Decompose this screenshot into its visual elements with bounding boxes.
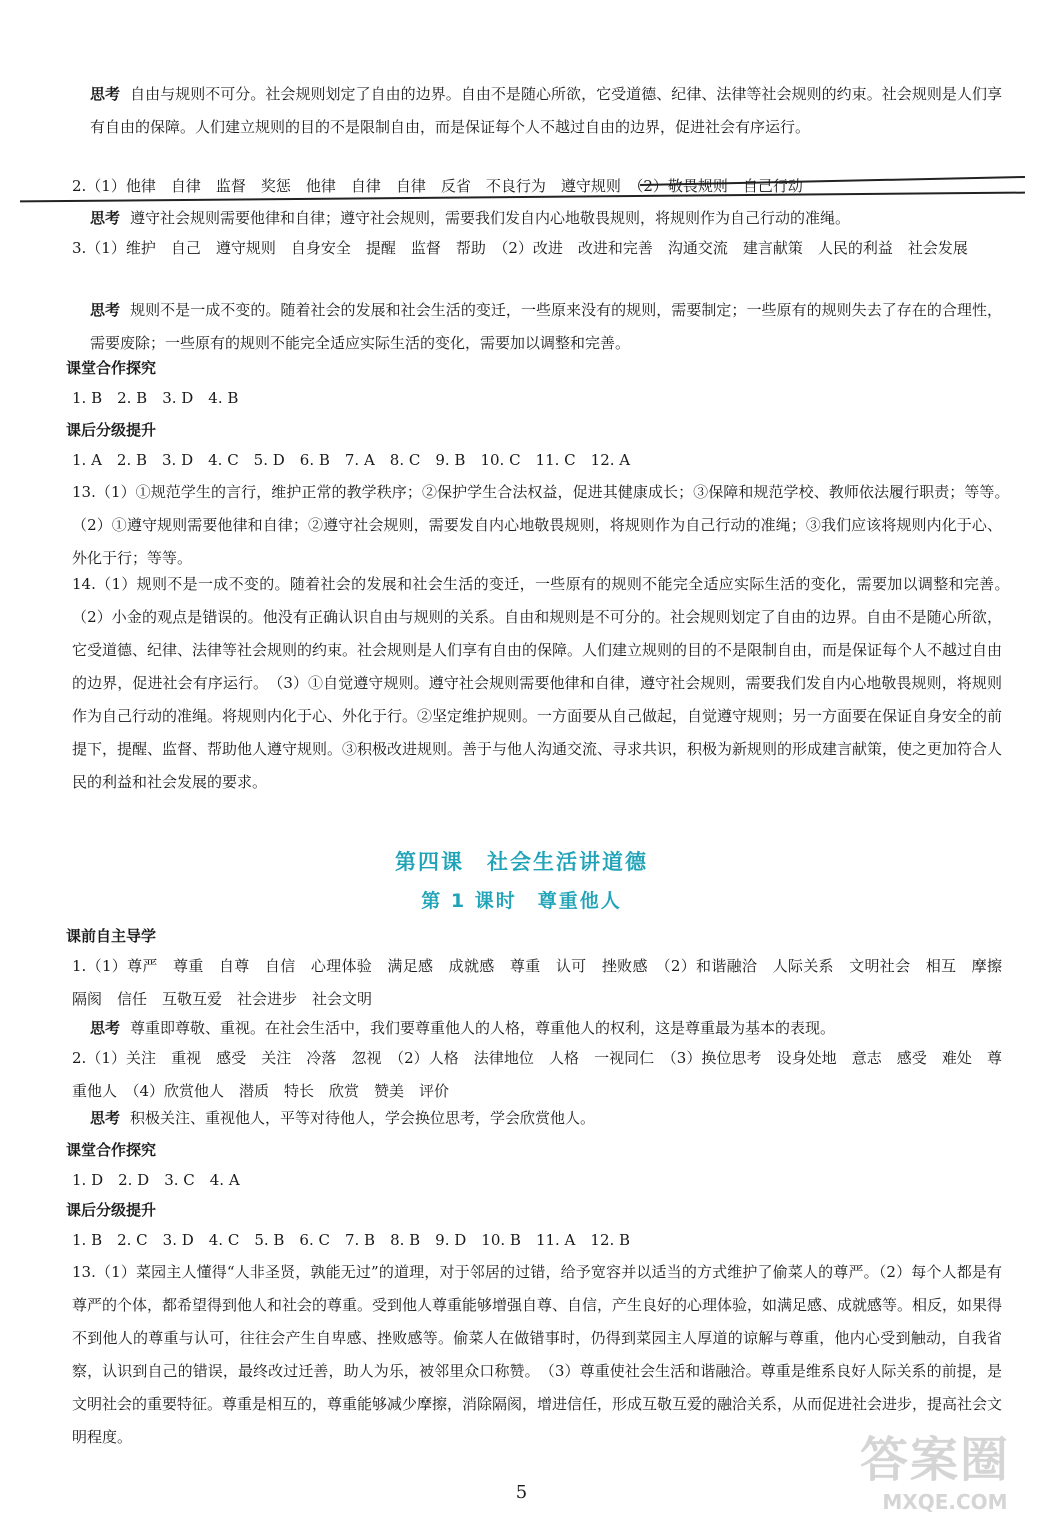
think-label: 思考 [90,1019,121,1037]
think-paragraph [90,1012,1002,1045]
answer-line [72,1224,1002,1257]
section-heading: 课后分级提升 [66,421,157,439]
answer-paragraph [72,568,1018,799]
think-label: 思考 [90,209,121,227]
paragraph-text: 13.（1）菜园主人懂得“人非圣贤，孰能无过”的道理，对于邻居的过错，给予宽容并以适当的方式维护了偷菜人的尊严。（2）每个人都是有尊严的个体，都希望得到他人和社会的尊重。受到他人尊重能够增强自尊、自信，产生良好的心理体验，如满足感、成就感等。相反，如果得不到他人的尊重与认可，往往会产生自卑感、挫败感等。偷菜人在做错事时，仍得到菜园主人厚道的谅解与尊重，他内心受到触动，自我省察，认识到自己的错误，最终改过迁善，助人为乐，被邻里众口称赞。 （3）尊重使社会生活和谐融洽。尊重是维系良好人际关系的前提，是文明社会的重要特征。尊重是相互的，尊重能够减少摩擦，消除隔阂，增进信任，形成互敬互爱的融洽关系，从而促进社会进步，提高社会文明程度。 [72,1263,1003,1446]
section-heading: 课后分级提升 [66,1201,157,1219]
section-heading: 课堂合作探究 [66,359,157,377]
think-label: 思考 [90,1109,121,1127]
watermark-mark: 答案圈 [860,1432,1011,1488]
paragraph-text: 1. B 2. C 3. D 4. C 5. B 6. C 7. B 8. B 9. D 10. B 11. A 12. B [72,1231,631,1249]
paragraph-text: 14.（1）规则不是一成不变的。随着社会的发展和社会生活的变迁，一些原有的规则不能完全适应实际生活的变化，需要加以调整和完善。 （2）小金的观点是错误的。他没有正确认识自由与规则的关系。自由和规则是不可分的。社会规则划定了自由的边界。自由不是随心所欲，它受道德、纪律、法律等社会规则的约束。社会规则是人们享有自由的保障。人们建立规则的目的不是限制自由，而是保证每个人不越过自由的边界，促进社会有序运行。 （3）①自觉遵守规则。遵守社会规则需要他律和自律，遵守社会规则，需要我们发自内心地敬畏规则，将规则作为自己行动的准绳。将规则内化于心、外化于行。②坚定维护规则。一方面要从自己做起，自觉遵守规则；另一方面要在保证自身安全的前提下，提醒、监督、帮助他人遵守规则。③积极改进规则。善于与他人沟通交流、寻求共识，积极为新规则的形成建言献策，使之更加符合人民的利益和社会发展的要求。 [72,575,1018,791]
watermark-url: MXQE.COM [882,1490,1008,1514]
paragraph-text: 遵守社会规则需要他律和自律；遵守社会规则，需要我们发自内心地敬畏规则，将规则作为自己行动的准绳。 [130,209,851,227]
paragraph-text: 尊重即尊敬、重视。在社会生活中，我们要尊重他人的人格，尊重他人的权利，这是尊重最为基本的表现。 [130,1019,836,1037]
lesson-subtitle: 第 1 课时 尊重他人 [421,890,622,912]
section-heading: 课堂合作探究 [66,1141,157,1159]
section-heading: 课前自主导学 [66,927,157,945]
paragraph-text: 13.（1）①规范学生的言行，维护正常的教学秩序；②保护学生合法权益，促进其健康成长；③保障和规范学校、教师依法履行职责；等等。 （2）①遵守规则需要他律和自律；②遵守社会规则，需要发自内心地敬畏规则，将规则作为自己行动的准绳；③我们应该将规则内化于心、外化于行；等等。 [72,483,1018,567]
paragraph-text: 1.（1）尊严 尊重 自尊 自信 心理体验 满足感 成就感 尊重 认可 挫败感 （2）和谐融洽 人际关系 文明社会 相互 摩擦 隔阂 信任 互敬互爱 社会进步 社会文明 [72,957,1018,1008]
answer-line [72,1042,1002,1108]
paragraph-text: 积极关注、重视他人，平等对待他人，学会换位思考，学会欣赏他人。 [130,1109,596,1127]
answer-paragraph [72,476,1018,575]
answer-line [72,382,1002,415]
page-number: 5 [515,1482,528,1503]
lesson-title: 第四课 社会生活讲道德 [395,850,648,874]
paragraph-text: 1. B 2. B 3. D 4. B [72,389,239,407]
think-label: 思考 [90,85,121,103]
paragraph-text: 规则不是一成不变的。随着社会的发展和社会生活的变迁，一些原来没有的规则，需要制定；一些原有的规则失去了存在的合理性，需要废除；一些原有的规则不能完全适应实际生活的变化，需要加以调整和完善。 [90,301,1002,352]
paragraph-text: 1. D 2. D 3. C 4. A [72,1171,240,1189]
paragraph-text: 2.（1）他律 自律 监督 奖惩 他律 自律 自律 反省 不良行为 遵守规则 （2）敬畏规则 自己行动 [72,177,803,195]
watermark-logo [860,1430,1030,1530]
answer-line [72,1164,1002,1197]
paragraph-text: 自由与规则不可分。社会规则划定了自由的边界。自由不是随心所欲，它受道德、纪律、法律等社会规则的约束。社会规则是人们享有自由的保障。人们建立规则的目的不是限制自由，而是保证每个人不越过自由的边界，促进社会有序运行。 [90,85,1002,136]
think-label: 思考 [90,301,121,319]
answer-line [72,170,1002,203]
think-paragraph [90,202,1002,235]
answer-paragraph [72,1256,1002,1454]
answer-line [72,444,1002,477]
think-paragraph [90,294,1002,360]
answer-line [72,950,1018,1016]
paragraph-text: 3.（1）维护 自己 遵守规则 自身安全 提醒 监督 帮助 （2）改进 改进和完善 沟通交流 建言献策 人民的利益 社会发展 [72,239,968,257]
think-paragraph [90,1102,1002,1135]
paragraph-text: 2.（1）关注 重视 感受 关注 冷落 忽视 （2）人格 法律地位 人格 一视同仁 （3）换位思考 设身处地 意志 感受 难处 尊重他人 （4）欣赏他人 潜质 特长 欣赏 赞美 评价 [72,1049,1002,1100]
answer-line [72,232,1002,265]
think-paragraph [90,78,1002,144]
paragraph-text: 1. A 2. B 3. D 4. C 5. D 6. B 7. A 8. C 9. B 10. C 11. C 12. A [72,451,631,469]
